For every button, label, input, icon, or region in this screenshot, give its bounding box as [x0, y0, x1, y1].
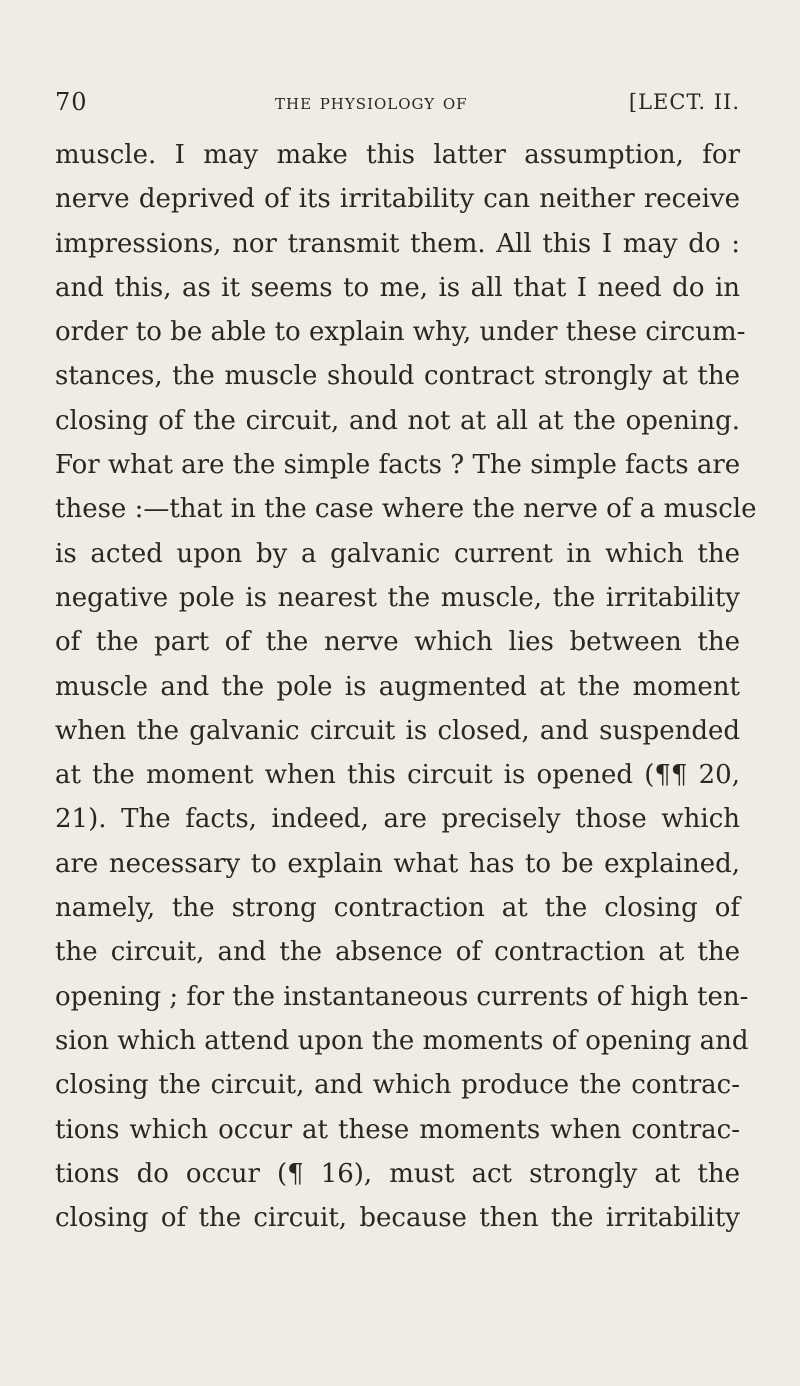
text-line: For what are the simple facts ? The simple facts are [55, 450, 741, 481]
text-line: and this, as it seems to me, is all that I need do in [55, 272, 740, 303]
text-line: muscle. I may make this latter assumption, for [55, 140, 740, 170]
text-line: nerve deprived of its irritability can neither receive [55, 184, 740, 215]
text-line: stances, the muscle should contract strongly at the [55, 361, 740, 392]
text-line: at the moment when this circuit is opened (¶¶ 20, [55, 760, 740, 791]
text-line: the circuit, and the absence of contraction at the [55, 937, 740, 968]
text-line: muscle and the pole is augmented at the moment [55, 671, 740, 702]
text-line: is acted upon by a galvanic current in which the [55, 538, 740, 569]
text-line: order to be able to explain why, under these circum- [55, 317, 746, 348]
text-line: closing the circuit, and which produce the contrac- [55, 1070, 740, 1101]
text-line: when the galvanic circuit is closed, and suspended [55, 715, 740, 746]
running-title: the physiology of [275, 90, 468, 114]
text-line: negative pole is nearest the muscle, the irritability [55, 582, 740, 613]
text-line: namely, the strong contraction at the closing of [55, 893, 740, 924]
text-line: these :—that in the case where the nerve of a muscle [55, 494, 757, 525]
lecture-section: [LECT. II. [628, 90, 740, 114]
text-line: of the part of the nerve which lies between the [55, 627, 740, 658]
text-line: impressions, nor transmit them. All this I may do : [55, 228, 740, 259]
text-line: opening ; for the instantaneous currents of high ten- [55, 981, 749, 1012]
running-head [55, 88, 740, 122]
text-line: are necessary to explain what has to be explained, [55, 848, 740, 879]
text-line: closing of the circuit, and not at all at the opening. [55, 405, 740, 436]
text-line: sion which attend upon the moments of opening and [55, 1025, 749, 1056]
text-line: tions which occur at these moments when contrac- [55, 1114, 740, 1145]
text-line: 21). The facts, indeed, are precisely those which [55, 804, 740, 835]
body-text [55, 133, 757, 1240]
text-line: tions do occur (¶ 16), must act strongly at the [55, 1158, 740, 1189]
page-number: 70 [55, 88, 88, 116]
text-line: closing of the circuit, because then the irritability [55, 1203, 740, 1234]
